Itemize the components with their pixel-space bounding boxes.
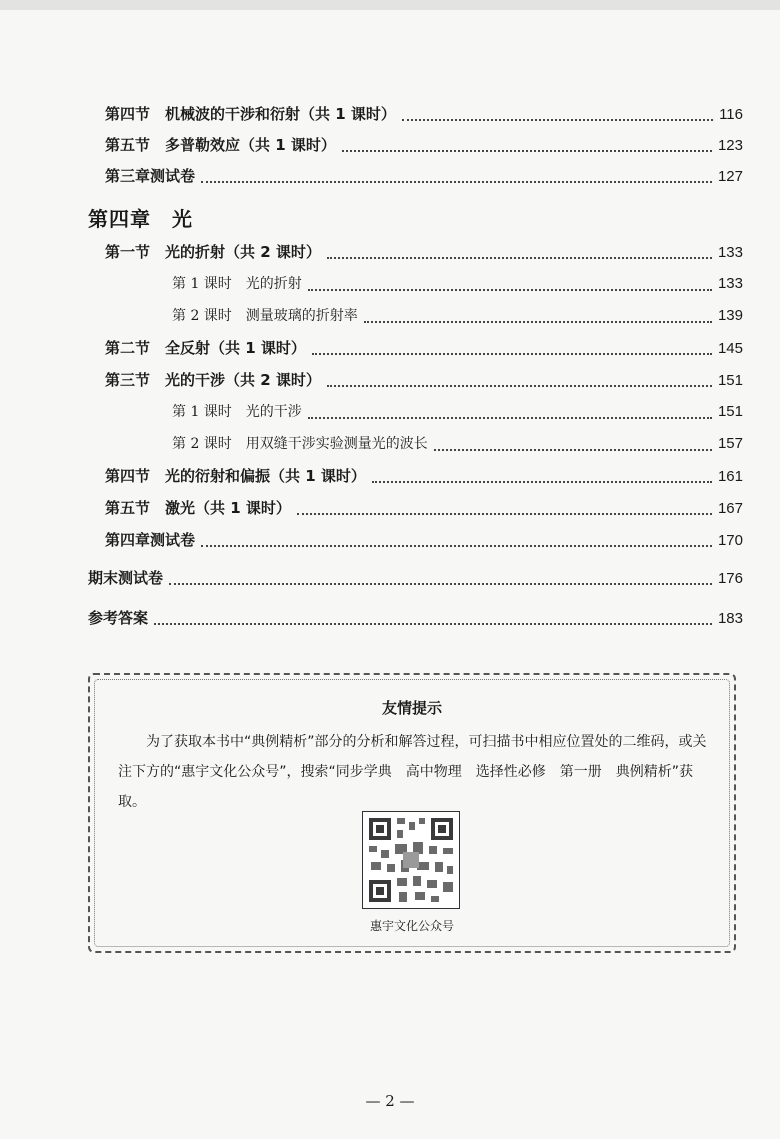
toc-entry[interactable] (105, 529, 743, 553)
leader-dots (372, 480, 712, 483)
toc-entry-label: 第五节 多普勒效应（共 1 课时） (105, 136, 336, 154)
toc-entry-page: 145 (717, 340, 743, 357)
toc-entry-label: 第 1 课时 光的干涉 (172, 404, 302, 420)
toc-lesson-entry[interactable] (172, 401, 743, 425)
toc-entry[interactable] (105, 337, 743, 361)
toc-entry-page: 161 (717, 468, 743, 485)
toc-entry-label: 第五节 激光（共 1 课时） (105, 499, 291, 517)
leader-dots (201, 180, 712, 183)
toc-entry[interactable] (105, 497, 743, 521)
toc-entry[interactable] (105, 103, 743, 127)
tip-title: 友情提示 (381, 699, 442, 717)
toc-entry[interactable] (88, 607, 743, 631)
leader-dots (201, 544, 712, 547)
toc-entry[interactable] (105, 134, 743, 158)
toc-entry-label: 参考答案 (88, 609, 149, 627)
toc-entry[interactable] (105, 241, 743, 265)
toc-entry-label: 第 2 课时 测量玻璃的折射率 (172, 308, 358, 324)
leader-dots (297, 512, 712, 515)
leader-dots (308, 288, 712, 291)
toc-entry-page: 167 (717, 500, 743, 517)
leader-dots (327, 384, 712, 387)
toc-entry-label: 第四节 光的衍射和偏振（共 1 课时） (105, 467, 366, 485)
leader-dots (154, 622, 712, 625)
toc-entry-label: 第三章测试卷 (105, 167, 196, 185)
leader-dots (434, 448, 712, 451)
toc-entry-label: 第二节 全反射（共 1 课时） (105, 339, 306, 357)
leader-dots (327, 256, 712, 259)
leader-dots (342, 149, 712, 152)
leader-dots (402, 118, 713, 121)
toc-entry-page: 133 (717, 275, 743, 292)
toc-entry-page: 123 (717, 137, 743, 154)
toc-entry-page: 127 (717, 168, 743, 185)
toc-entry[interactable] (105, 165, 743, 189)
toc-entry-page: 183 (717, 610, 743, 627)
friendly-tip-box (88, 673, 736, 953)
leader-dots (364, 320, 712, 323)
toc-entry-page: 176 (717, 570, 743, 587)
toc-entry-page: 133 (717, 244, 743, 261)
toc-entry-page: 151 (717, 372, 743, 389)
toc-entry-label: 第 2 课时 用双缝干涉实验测量光的波长 (172, 436, 428, 452)
toc-entry-label: 第四章测试卷 (105, 531, 196, 549)
toc-lesson-entry[interactable] (172, 433, 743, 457)
tip-body: 为了获取本书中“典例精析”部分的分析和解答过程，可扫描书中相应位置处的二维码，或关注下方的“惠宇文化公众号”，搜索“同步学典 高中物理 选择性必修 第一册 典例精析”获取。 (118, 734, 707, 810)
toc-entry-page: 151 (717, 403, 743, 420)
toc-lesson-entry[interactable] (172, 273, 743, 297)
toc-entry-label: 期末测试卷 (88, 569, 164, 587)
toc-entry-label: 第 1 课时 光的折射 (172, 276, 302, 292)
page-number: — 2 — (365, 1092, 415, 1110)
qr-code-icon[interactable] (362, 811, 460, 909)
scan-top-edge (0, 0, 780, 10)
toc-lesson-entry[interactable] (172, 305, 743, 329)
toc-entry-page: 139 (717, 307, 743, 324)
toc-entry-label: 第四节 机械波的干涉和衍射（共 1 课时） (105, 105, 396, 123)
toc-entry-label: 第三节 光的干涉（共 2 课时） (105, 371, 321, 389)
leader-dots (169, 582, 712, 585)
qr-caption: 惠宇文化公众号 (369, 919, 454, 933)
toc-entry[interactable] (105, 465, 743, 489)
toc-entry-label: 第一节 光的折射（共 2 课时） (105, 243, 321, 261)
leader-dots (308, 416, 712, 419)
toc-entry-page: 170 (717, 532, 743, 549)
toc-entry[interactable] (105, 369, 743, 393)
toc-entry-page: 116 (719, 106, 743, 123)
toc-entry[interactable] (88, 567, 743, 591)
leader-dots (312, 352, 712, 355)
toc-entry-page: 157 (717, 435, 743, 452)
chapter-heading: 第四章 光 (88, 207, 193, 231)
